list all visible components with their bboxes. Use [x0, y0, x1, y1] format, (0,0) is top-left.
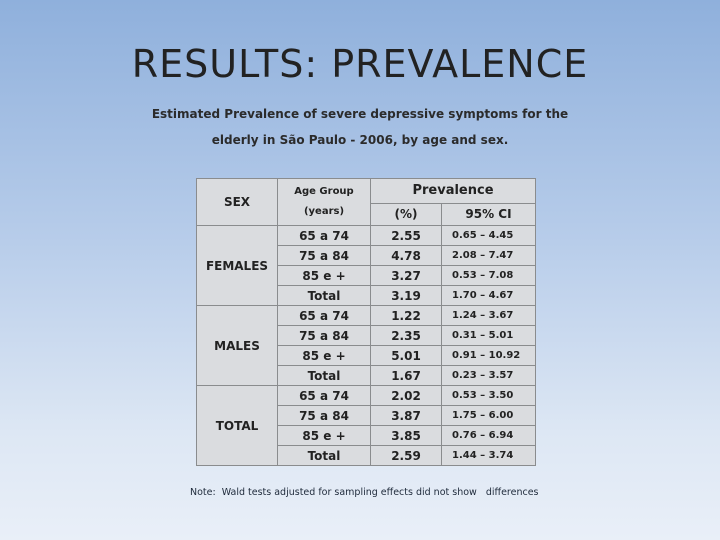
header-prevalence: Prevalence — [371, 179, 536, 204]
percent-cell: 2.02 — [371, 386, 442, 406]
ci-cell: 1.70 – 4.67 — [442, 286, 536, 306]
ci-cell: 1.44 – 3.74 — [442, 446, 536, 466]
ci-cell: 0.23 – 3.57 — [442, 366, 536, 386]
header-sex: SEX — [197, 179, 278, 226]
ci-cell: 0.91 – 10.92 — [442, 346, 536, 366]
header-ci: 95% CI — [442, 203, 536, 225]
sex-group-label: FEMALES — [197, 226, 278, 306]
header-age-line1: Age Group — [294, 186, 354, 197]
percent-cell: 5.01 — [371, 346, 442, 366]
percent-cell: 1.67 — [371, 366, 442, 386]
sex-group-label: TOTAL — [197, 386, 278, 466]
header-age-group — [278, 179, 371, 226]
ci-cell: 1.24 – 3.67 — [442, 306, 536, 326]
percent-cell: 2.35 — [371, 326, 442, 346]
percent-cell: 2.59 — [371, 446, 442, 466]
age-group-cell: 75 a 84 — [278, 326, 371, 346]
age-group-cell: Total — [278, 366, 371, 386]
table-caption-line-1: Estimated Prevalence of severe depressive symptoms for the — [151, 107, 569, 121]
percent-cell: 3.27 — [371, 266, 442, 286]
ci-cell: 0.53 – 7.08 — [442, 266, 536, 286]
ci-cell: 0.31 – 5.01 — [442, 326, 536, 346]
age-group-cell: Total — [278, 286, 371, 306]
ci-cell: 0.65 – 4.45 — [442, 226, 536, 246]
age-group-cell: Total — [278, 446, 371, 466]
age-group-cell: 85 e + — [278, 266, 371, 286]
header-percent: (%) — [371, 203, 442, 225]
age-group-cell: 65 a 74 — [278, 386, 371, 406]
age-group-cell: 75 a 84 — [278, 246, 371, 266]
table-body — [197, 226, 536, 466]
ci-cell: 1.75 – 6.00 — [442, 406, 536, 426]
age-group-cell: 85 e + — [278, 426, 371, 446]
percent-cell: 3.85 — [371, 426, 442, 446]
percent-cell: 1.22 — [371, 306, 442, 326]
percent-cell: 3.19 — [371, 286, 442, 306]
table-row — [197, 226, 536, 246]
percent-cell: 2.55 — [371, 226, 442, 246]
table-row — [197, 306, 536, 326]
percent-cell: 4.78 — [371, 246, 442, 266]
table-caption-line-2: elderly in São Paulo - 2006, by age and sex. — [211, 133, 509, 147]
age-group-cell: 75 a 84 — [278, 406, 371, 426]
footnote: Note: Wald tests adjusted for sampling effects did not show differences — [190, 487, 539, 498]
ci-cell: 2.08 – 7.47 — [442, 246, 536, 266]
age-group-cell: 65 a 74 — [278, 306, 371, 326]
slide-title: RESULTS: PREVALENCE — [131, 42, 589, 86]
prevalence-table — [196, 178, 536, 466]
table-row — [197, 386, 536, 406]
ci-cell: 0.76 – 6.94 — [442, 426, 536, 446]
header-age-line2: (years) — [303, 206, 345, 217]
ci-cell: 0.53 – 3.50 — [442, 386, 536, 406]
percent-cell: 3.87 — [371, 406, 442, 426]
age-group-cell: 65 a 74 — [278, 226, 371, 246]
sex-group-label: MALES — [197, 306, 278, 386]
age-group-cell: 85 e + — [278, 346, 371, 366]
